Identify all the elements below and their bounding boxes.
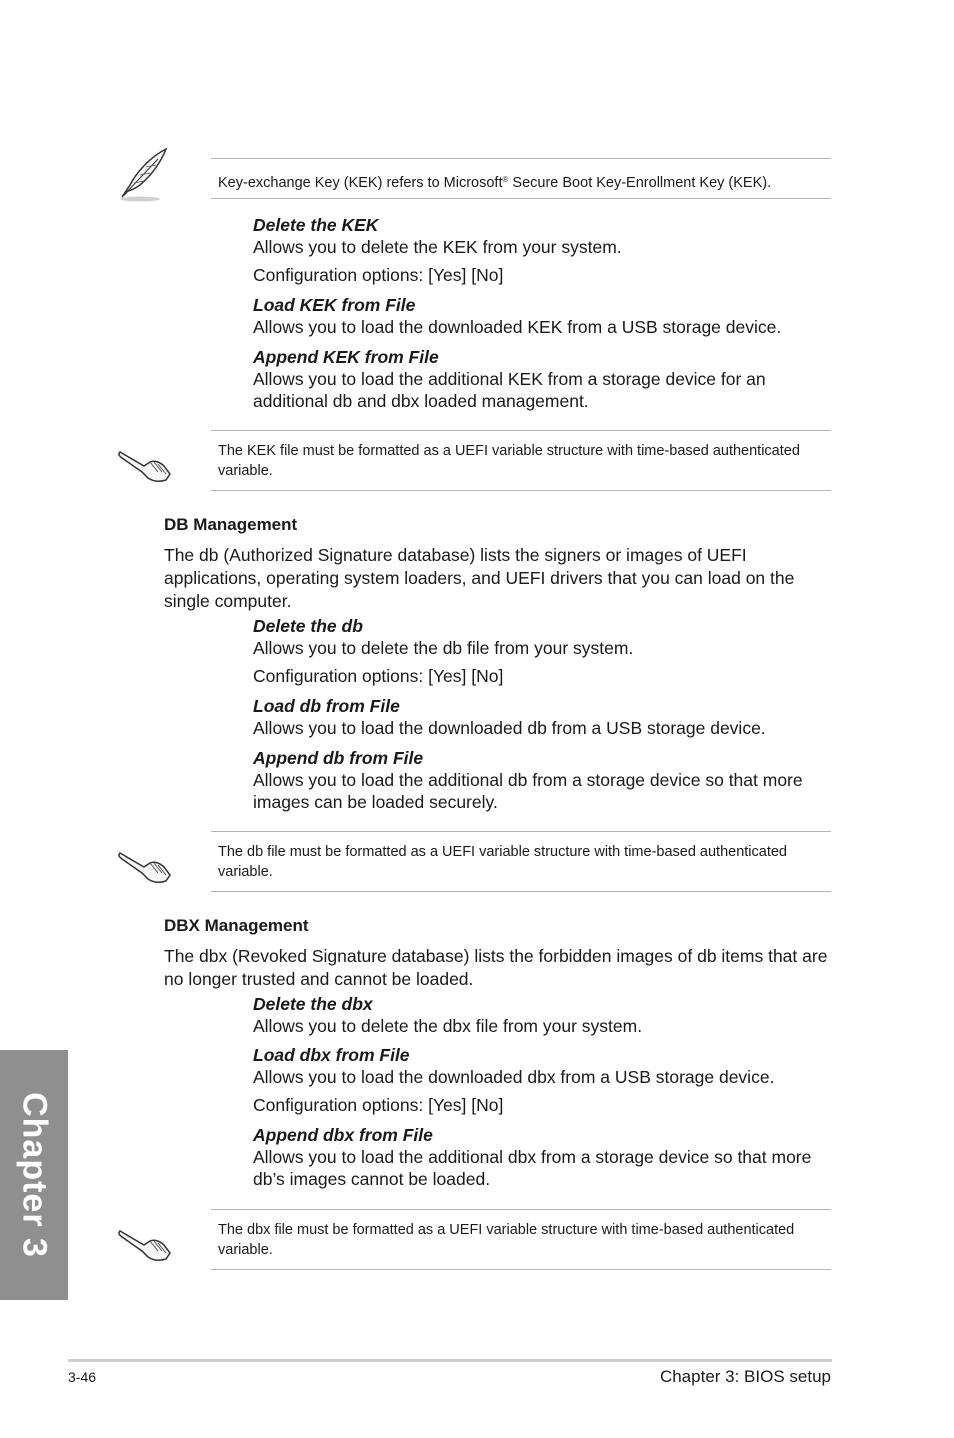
kek-append-item — [253, 346, 793, 412]
db-config-options: Configuration options: [Yes] [No] — [253, 666, 504, 686]
pointing-hand-icon — [114, 1211, 174, 1271]
kek-load-item — [253, 294, 823, 338]
item-desc: Allows you to load the downloaded dbx from a USB storage device. — [253, 1067, 775, 1087]
item-desc: Allows you to delete the dbx file from your system. — [253, 1016, 643, 1036]
pointing-hand-icon — [114, 833, 174, 893]
db-delete-item — [253, 615, 823, 659]
chapter-tab — [0, 1050, 68, 1300]
kek-note-text-end: Secure Boot Key-Enrollment Key (KEK). — [508, 175, 772, 191]
footer-chapter-title: Chapter 3: BIOS setup — [659, 1367, 831, 1386]
registered-mark: ® — [502, 175, 509, 184]
item-desc: Allows you to load the downloaded KEK from a USB storage device. — [253, 317, 782, 337]
dbx-config-options: Configuration options: [Yes] [No] — [253, 1095, 504, 1115]
item-desc: Allows you to load the additional db from a storage device so that more images can be loaded securely. — [253, 770, 803, 812]
item-title: Delete the db — [253, 616, 363, 636]
item-desc: Allows you to load the additional KEK from a storage device for an additional db and dbx loaded management. — [253, 369, 766, 411]
kek-note — [211, 158, 831, 199]
kek-note-text: Key-exchange Key (KEK) refers to Microsoft — [218, 175, 503, 191]
kek-warning: The KEK file must be formatted as a UEFI variable structure with time-based authenticated variable. — [211, 430, 831, 491]
footer-divider — [68, 1359, 832, 1362]
page-number: 3-46 — [68, 1369, 97, 1385]
db-append-item — [253, 747, 823, 813]
db-intro: The db (Authorized Signature database) lists the signers or images of UEFI applications, operating system loaders, and UEFI drivers that you can load on the single computer. — [164, 545, 795, 611]
dbx-append-item — [253, 1124, 823, 1190]
db-warning: The db file must be formatted as a UEFI variable structure with time-based authenticated variable. — [211, 831, 831, 892]
pointing-hand-icon — [114, 432, 174, 492]
item-desc: Allows you to delete the KEK from your system. — [253, 237, 622, 257]
item-title: Delete the dbx — [253, 994, 373, 1014]
db-load-item — [253, 695, 823, 739]
item-title: Load KEK from File — [253, 295, 416, 315]
dbx-load-item — [253, 1044, 823, 1088]
item-title: Append dbx from File — [253, 1125, 433, 1145]
db-management-heading: DB Management — [164, 515, 298, 534]
item-title: Delete the KEK — [253, 215, 379, 235]
item-desc: Allows you to load the additional dbx from a storage device so that more db’s images cannot be loaded. — [253, 1147, 812, 1189]
kek-config-options: Configuration options: [Yes] [No] — [253, 265, 504, 285]
item-title: Load dbx from File — [253, 1045, 410, 1065]
chapter-tab-label: Chapter 3 — [15, 1092, 54, 1258]
dbx-intro: The dbx (Revoked Signature database) lists the forbidden images of db items that are no longer trusted and cannot be loaded. — [164, 946, 828, 989]
item-title: Load db from File — [253, 696, 400, 716]
kek-delete-item — [253, 214, 823, 258]
item-title: Append db from File — [253, 748, 424, 768]
dbx-management-heading: DBX Management — [164, 916, 309, 935]
dbx-warning: The dbx file must be formatted as a UEFI variable structure with time-based authenticated variable. — [211, 1209, 831, 1270]
feather-pen-icon — [114, 145, 174, 205]
item-title: Append KEK from File — [253, 347, 439, 367]
item-desc: Allows you to delete the db file from your system. — [253, 638, 634, 658]
dbx-delete-item — [253, 993, 823, 1037]
item-desc: Allows you to load the downloaded db from a USB storage device. — [253, 718, 766, 738]
